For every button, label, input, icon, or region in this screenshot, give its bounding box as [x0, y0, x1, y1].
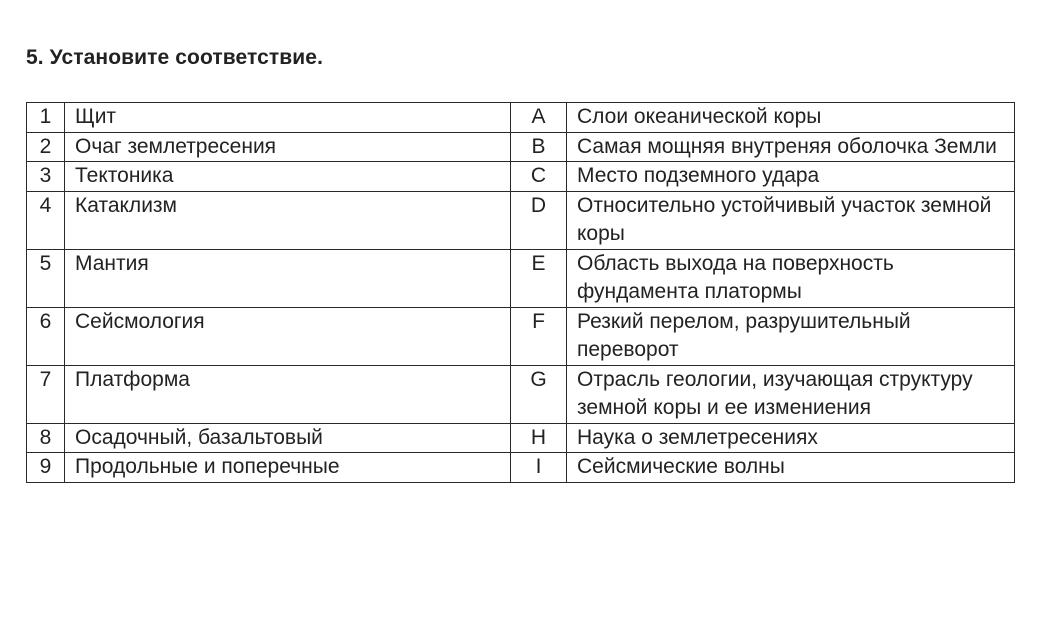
letter-cell: D: [511, 191, 567, 249]
matching-table: [26, 102, 1015, 483]
term-cell: Платформа: [65, 365, 511, 423]
table-row: [27, 132, 1015, 162]
task-title: 5. Установите соответствие.: [26, 46, 323, 69]
letter-cell: A: [511, 103, 567, 133]
letter-cell: I: [511, 453, 567, 483]
table-row: [27, 307, 1015, 365]
definition-cell: Самая мощняя внутреняя оболочка Земли: [567, 132, 1015, 162]
letter-cell: H: [511, 423, 567, 453]
term-cell: Сейсмология: [65, 307, 511, 365]
term-cell: Осадочный, базальтовый: [65, 423, 511, 453]
letter-cell: F: [511, 307, 567, 365]
term-cell: Катаклизм: [65, 191, 511, 249]
row-number: 1: [27, 103, 65, 133]
definition-cell: Относительно устойчивый участок земной коры: [567, 191, 1015, 249]
definition-cell: Место подземного удара: [567, 162, 1015, 192]
row-number: 3: [27, 162, 65, 192]
term-cell: Тектоника: [65, 162, 511, 192]
letter-cell: C: [511, 162, 567, 192]
table-row: [27, 453, 1015, 483]
definition-cell: Резкий перелом, разрушительный переворот: [567, 307, 1015, 365]
row-number: 9: [27, 453, 65, 483]
row-number: 8: [27, 423, 65, 453]
table-row: [27, 162, 1015, 192]
definition-cell: Сейсмические волны: [567, 453, 1015, 483]
table-row: [27, 103, 1015, 133]
term-cell: Продольные и поперечные: [65, 453, 511, 483]
definition-cell: Слои океанической коры: [567, 103, 1015, 133]
row-number: 7: [27, 365, 65, 423]
table-row: [27, 365, 1015, 423]
term-cell: Очаг землетресения: [65, 132, 511, 162]
definition-cell: Наука о землетресениях: [567, 423, 1015, 453]
row-number: 6: [27, 307, 65, 365]
row-number: 5: [27, 249, 65, 307]
term-cell: Мантия: [65, 249, 511, 307]
row-number: 2: [27, 132, 65, 162]
letter-cell: G: [511, 365, 567, 423]
table-row: [27, 191, 1015, 249]
table-row: [27, 249, 1015, 307]
letter-cell: E: [511, 249, 567, 307]
term-cell: Щит: [65, 103, 511, 133]
row-number: 4: [27, 191, 65, 249]
definition-cell: Отрасль геологии, изучающая структуру земной коры и ее измениения: [567, 365, 1015, 423]
table-row: [27, 423, 1015, 453]
definition-cell: Область выхода на поверхность фундамента платормы: [567, 249, 1015, 307]
letter-cell: B: [511, 132, 567, 162]
